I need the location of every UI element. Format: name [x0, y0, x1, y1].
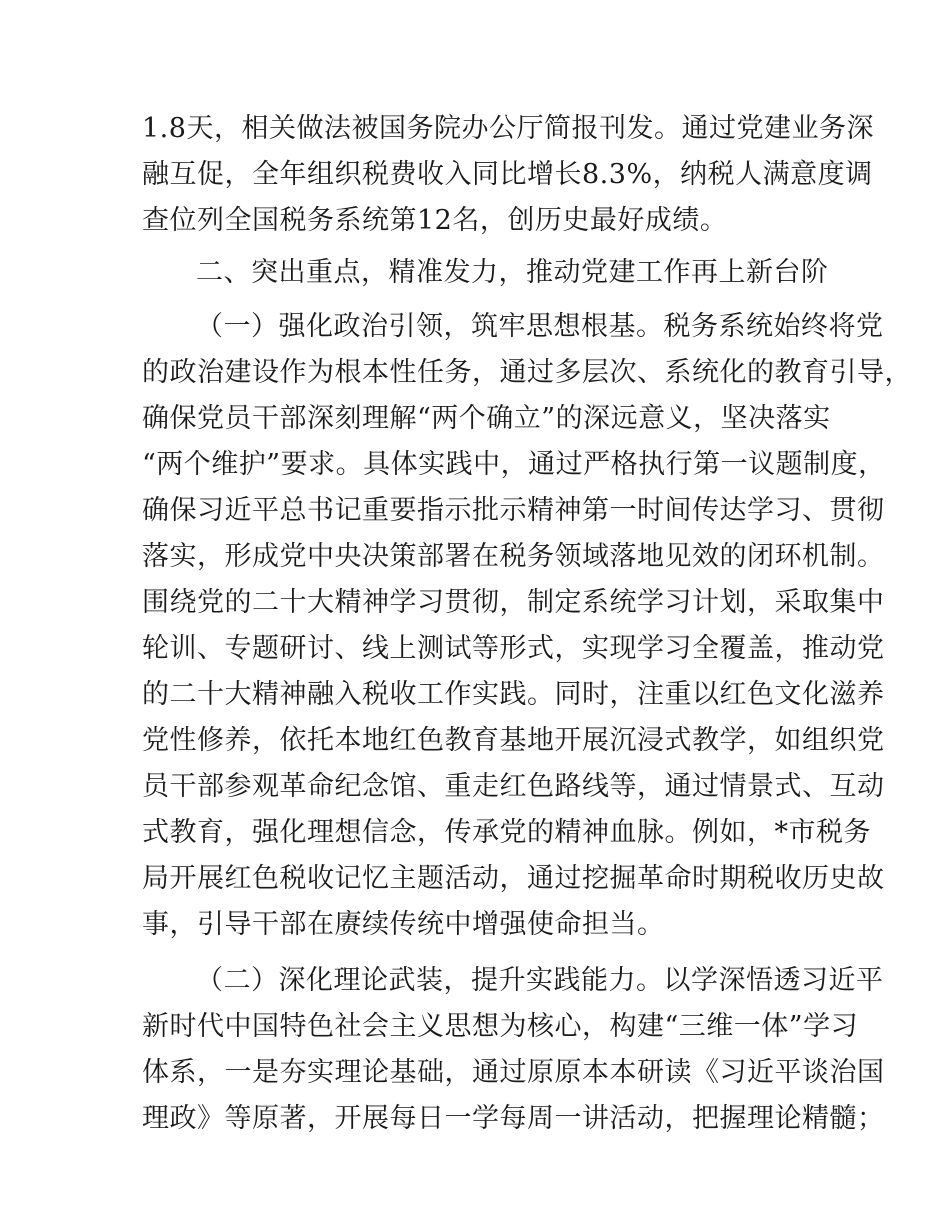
paragraph-line: 的政治建设作为根本性任务，通过多层次、系统化的教育引导，	[142, 357, 912, 388]
paragraph-line: 确保习近平总书记重要指示批示精神第一时间传达学习、贯彻	[142, 495, 885, 526]
paragraph-line: 新时代中国特色社会主义思想为核心，构建“三维一体”学习	[142, 1011, 859, 1042]
section-heading: 二、突出重点，精准发力，推动党建工作再上新台阶	[196, 257, 829, 288]
paragraph-line: 员干部参观革命纪念馆、重走红色路线等，通过情景式、互动	[142, 771, 885, 802]
paragraph-line: 局开展红色税收记忆主题活动，通过挖掘革命时期税收历史故	[142, 863, 885, 894]
paragraph-line: 事，引导干部在赓续传统中增强使命担当。	[142, 909, 665, 940]
paragraph-line: 查位列全国税务系统第12名，创历史最好成绩。	[142, 205, 728, 236]
paragraph-line: 1.8天，相关做法被国务院办公厅简报刊发。通过党建业务深	[142, 113, 874, 144]
paragraph-line: （一）强化政治引领，筑牢思想根基。税务系统始终将党	[196, 311, 884, 342]
paragraph-line: （二）深化理论武装，提升实践能力。以学深悟透习近平	[196, 965, 884, 996]
paragraph-line: 落实，形成党中央决策部署在税务领域落地见效的闭环机制。	[142, 541, 885, 572]
paragraph-line: 党性修养，依托本地红色教育基地开展沉浸式教学，如组织党	[142, 725, 885, 756]
paragraph-line: 围绕党的二十大精神学习贯彻，制定系统学习计划，采取集中	[142, 587, 885, 618]
paragraph-line: “两个维护”要求。具体实践中，通过严格执行第一议题制度，	[142, 449, 886, 480]
paragraph-line: 理政》等原著，开展每日一学每周一讲活动，把握理论精髓；	[142, 1103, 885, 1134]
paragraph-line: 融互促，全年组织税费收入同比增长8.3%，纳税人满意度调	[142, 159, 873, 190]
paragraph-line: 的二十大精神融入税收工作实践。同时，注重以红色文化滋养	[142, 679, 885, 710]
paragraph-line: 轮训、专题研讨、线上测试等形式，实现学习全覆盖，推动党	[142, 633, 885, 664]
paragraph-line: 式教育，强化理想信念，传承党的精神血脉。例如，*市税务	[142, 817, 871, 848]
paragraph-line: 确保党员干部深刻理解“两个确立”的深远意义，坚决落实	[142, 403, 831, 434]
paragraph-line: 体系，一是夯实理论基础，通过原原本本研读《习近平谈治国	[142, 1057, 885, 1088]
